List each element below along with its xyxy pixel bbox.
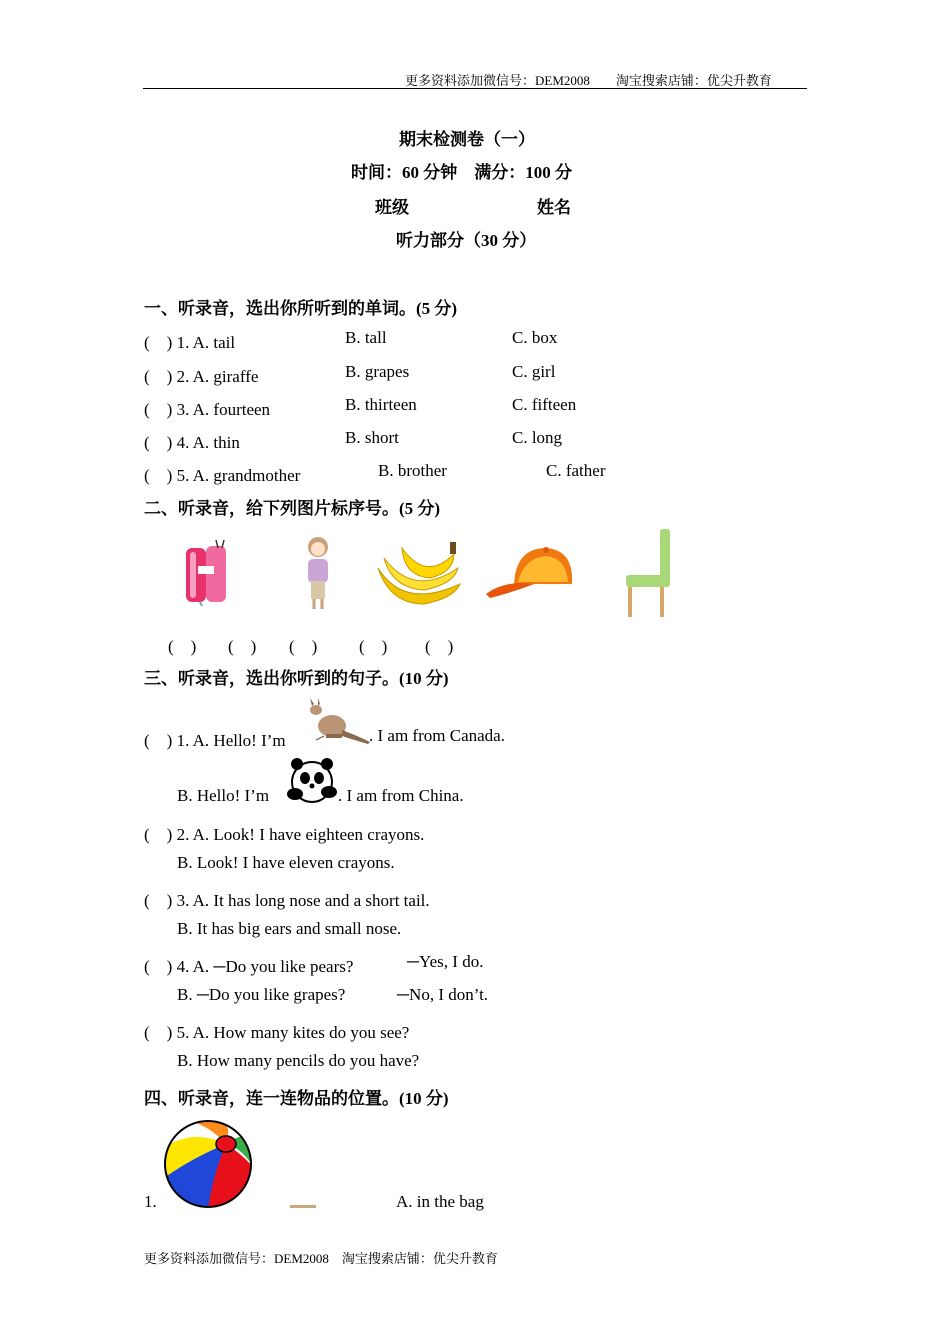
name-label: 姓名 <box>537 198 571 217</box>
s1-q3-b: B. thirteen <box>345 395 417 414</box>
s3-q2-a: ( ) 2. A. Look! I have eighteen crayons. <box>144 825 425 844</box>
pencil-case-picture <box>180 538 236 608</box>
s3-q1-b-post: . I am from China. <box>338 786 464 805</box>
small-mark-picture <box>290 1203 316 1209</box>
s3-q4-a-answer: ─Yes, I do. <box>407 952 484 971</box>
bananas-picture <box>374 538 466 610</box>
chair-picture <box>622 527 674 619</box>
s3-q4-a: ( ) 4. A. ─Do you like pears? <box>144 957 354 976</box>
page-title: 期末检测卷（一） <box>399 130 535 149</box>
s1-q2-c: C. girl <box>512 362 556 381</box>
s2-blank-1[interactable]: ( ) <box>168 637 197 656</box>
s1-q4-c: C. long <box>512 428 563 447</box>
section3-heading: 三、听录音，选出你听到的句子。(10 分) <box>144 669 449 688</box>
s3-q3-a: ( ) 3. A. It has long nose and a short tail. <box>144 891 430 910</box>
s1-q1-c: C. box <box>512 328 558 347</box>
s3-q3-b: B. It has big ears and small nose. <box>177 919 402 938</box>
s1-q5-c: C. father <box>546 461 606 480</box>
s1-q2-b: B. grapes <box>345 362 410 381</box>
cap-picture <box>484 544 576 604</box>
s1-q1-b: B. tall <box>345 328 387 347</box>
page-header: 更多资料添加微信号：DEM2008 淘宝搜索店铺：优尖升教育 <box>405 73 772 88</box>
s3-q4-b: B. ─Do you like grapes? <box>177 985 346 1004</box>
beach-ball-picture <box>162 1118 254 1210</box>
s1-q3-c: C. fifteen <box>512 395 577 414</box>
s4-option-a: A. in the bag <box>396 1192 484 1211</box>
s1-q5: ( ) 5. A. grandmother <box>144 466 301 485</box>
s3-q4-b-answer: ─No, I don’t. <box>397 985 489 1004</box>
page-footer: 更多资料添加微信号：DEM2008 淘宝搜索店铺：优尖升教育 <box>144 1251 498 1266</box>
s2-blank-2[interactable]: ( ) <box>228 637 257 656</box>
listening-part-title: 听力部分（30 分） <box>396 231 537 250</box>
class-label: 班级 <box>375 198 409 217</box>
s1-q4-b: B. short <box>345 428 399 447</box>
girl-picture <box>300 535 336 613</box>
s3-q1-b-pre: B. Hello! I’m <box>177 786 270 805</box>
section2-heading: 二、听录音，给下列图片标序号。(5 分) <box>144 499 441 518</box>
s3-q1-a-post: . I am from Canada. <box>369 726 505 745</box>
s4-item-number: 1. <box>144 1192 157 1211</box>
panda-picture <box>285 756 339 806</box>
s1-q4: ( ) 4. A. thin <box>144 433 240 452</box>
s1-q2: ( ) 2. A. giraffe <box>144 367 259 386</box>
section4-heading: 四、听录音，连一连物品的位置。(10 分) <box>144 1089 449 1108</box>
s3-q5-a: ( ) 5. A. How many kites do you see? <box>144 1023 410 1042</box>
s2-blank-5[interactable]: ( ) <box>425 637 454 656</box>
s2-blank-4[interactable]: ( ) <box>359 637 388 656</box>
s3-q2-b: B. Look! I have eleven crayons. <box>177 853 395 872</box>
s3-q5-b: B. How many pencils do you have? <box>177 1051 420 1070</box>
kangaroo-picture <box>302 696 372 746</box>
s3-q1-a-pre: ( ) 1. A. Hello! I’m <box>144 731 286 750</box>
section1-heading: 一、听录音，选出你所听到的单词。(5 分) <box>144 299 458 318</box>
s1-q1: ( ) 1. A. tail <box>144 333 236 352</box>
header-divider <box>143 88 807 89</box>
exam-time: 时间：60 分钟 满分：100 分 <box>351 163 572 182</box>
s1-q3: ( ) 3. A. fourteen <box>144 400 271 419</box>
s2-blank-3[interactable]: ( ) <box>289 637 318 656</box>
s1-q5-b: B. brother <box>378 461 447 480</box>
